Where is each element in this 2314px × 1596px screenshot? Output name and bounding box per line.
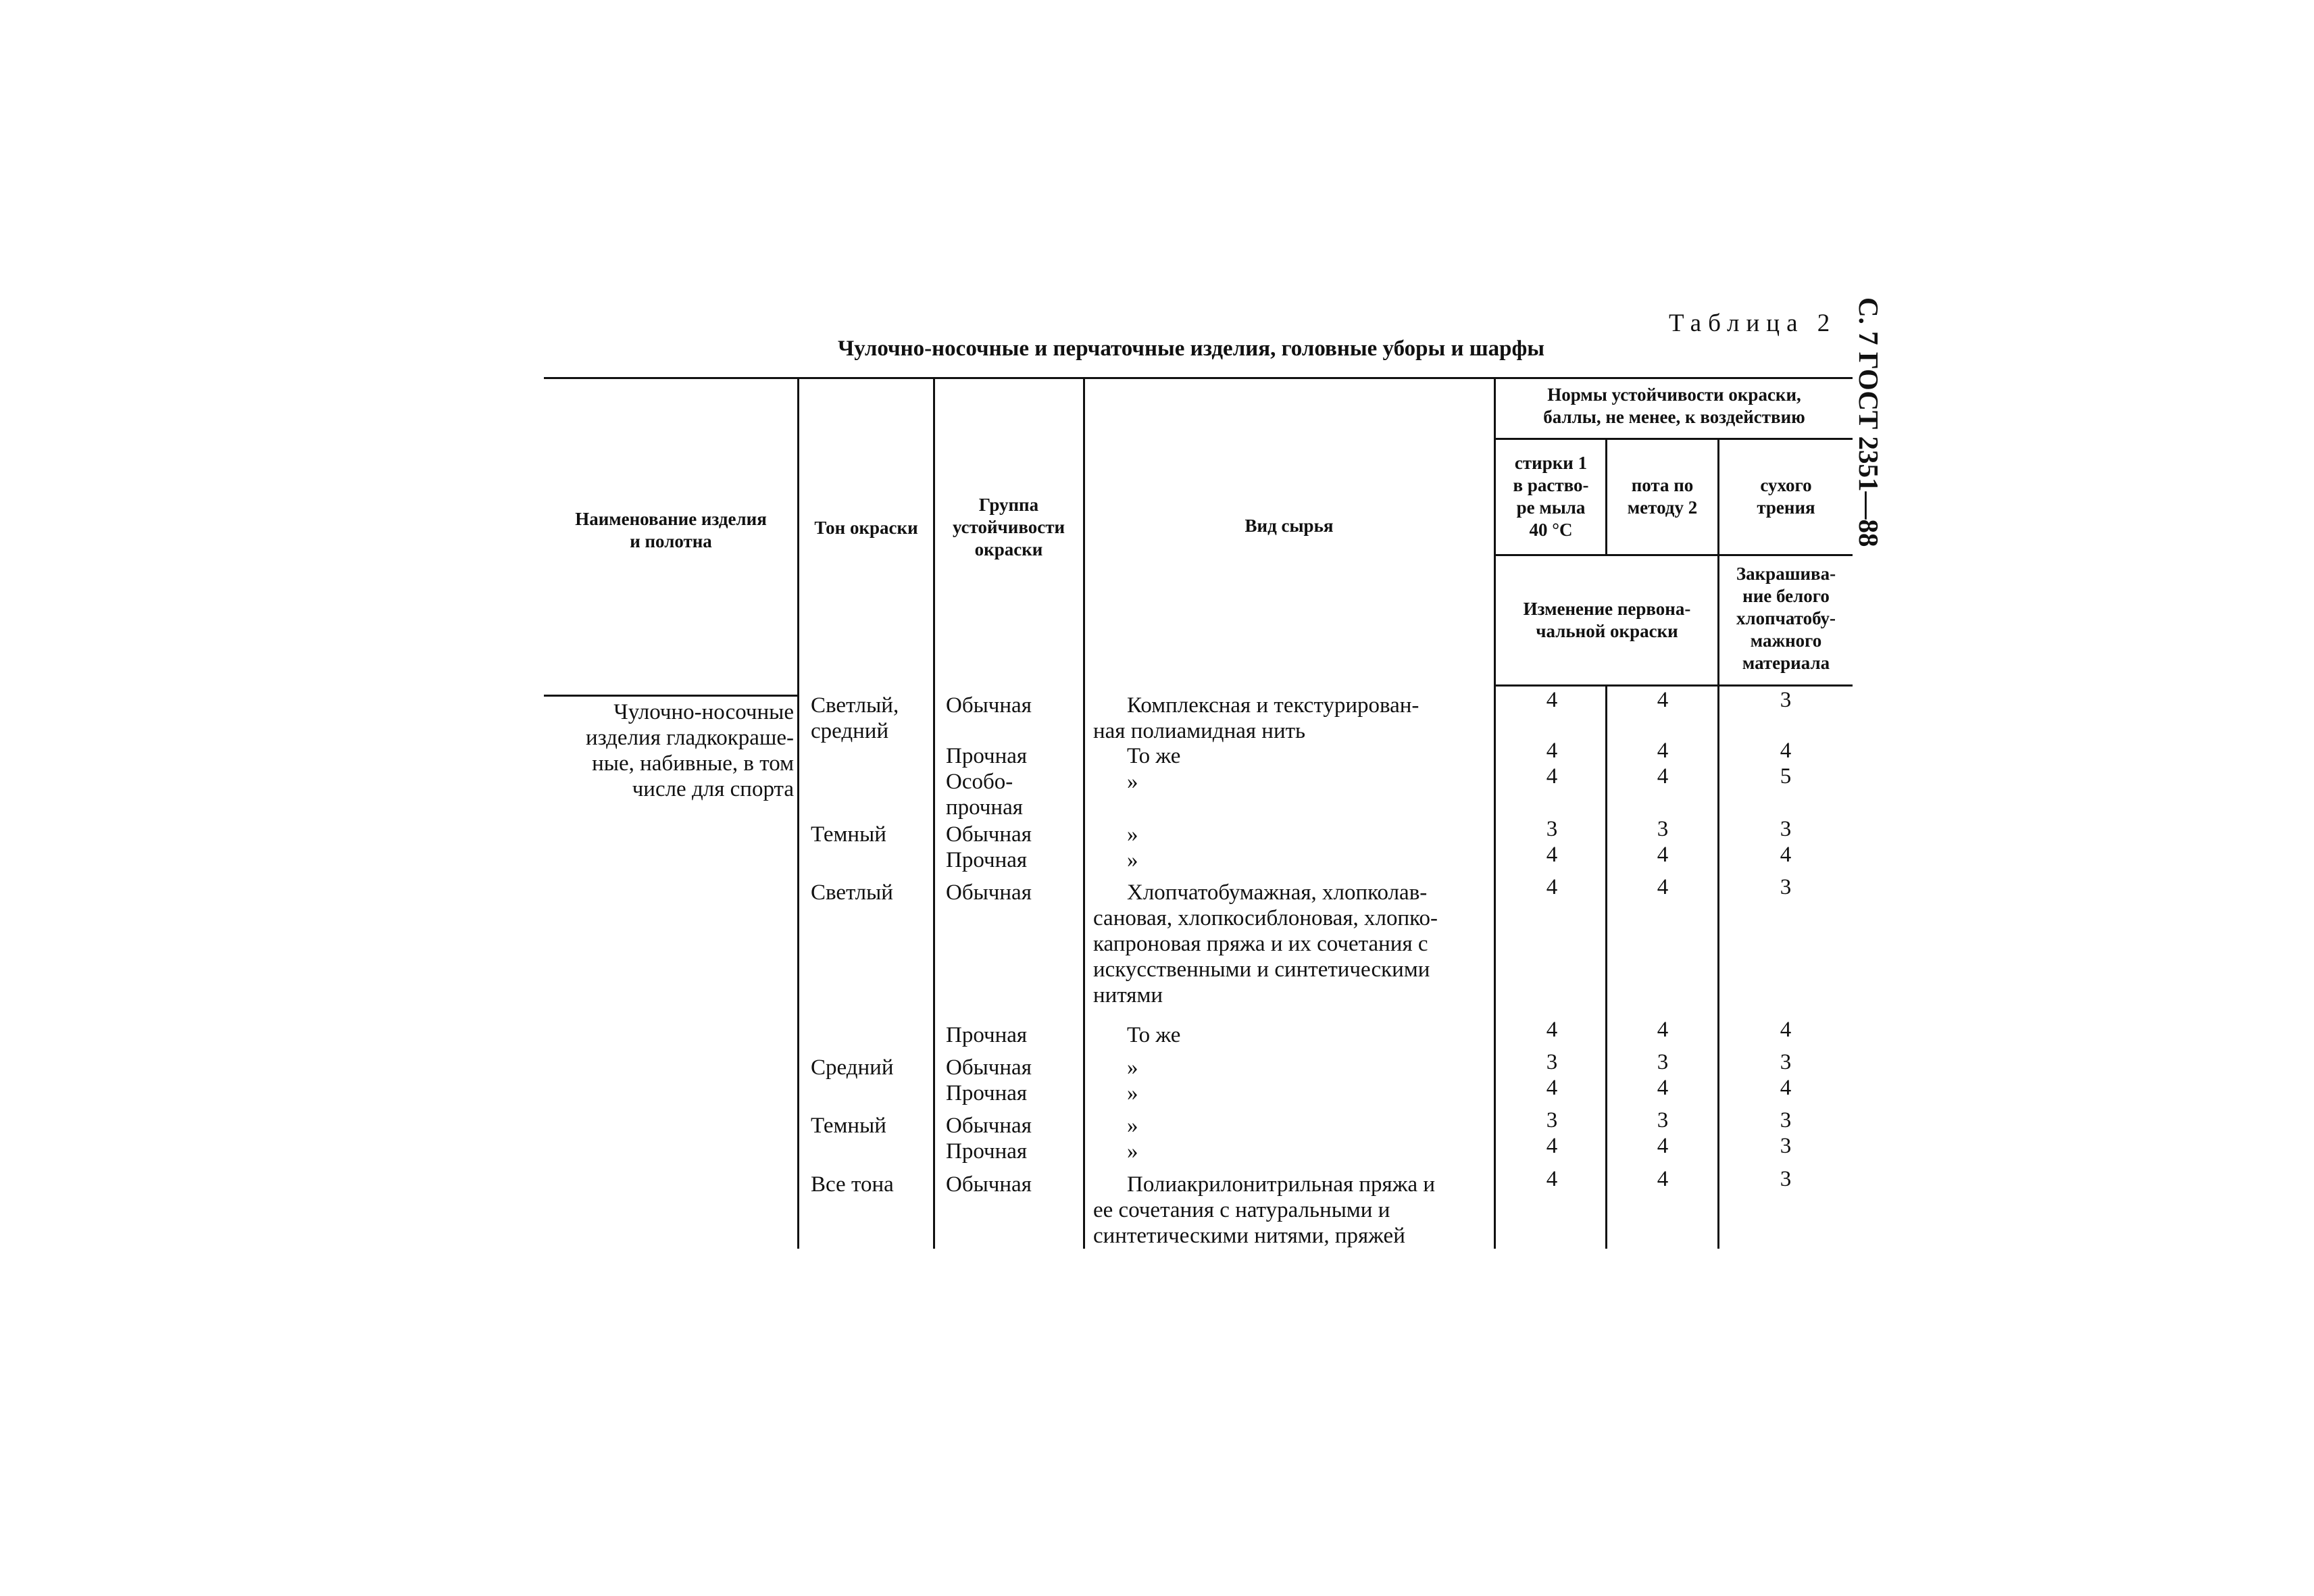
material-cell-line: ее сочетания с натуральными и [1093,1198,1390,1222]
header-group-line: устойчивости [952,517,1065,537]
rub-score: 3 [1780,1134,1792,1158]
group-cell [946,1080,1081,1106]
col-divider-group [933,377,935,1249]
tone-cell-line: Светлый [811,880,893,905]
material-cell [1093,693,1490,744]
tone-cell-line: Темный [811,1114,886,1138]
rub-score: 5 [1780,764,1792,789]
group-cell-line: Обычная [946,693,1032,718]
group-cell-line: прочная [946,795,1023,820]
header-material [1085,515,1493,537]
rub-score: 3 [1780,817,1792,841]
rub-score: 3 [1780,1108,1792,1132]
rub-score: 3 [1780,1050,1792,1074]
header-change [1496,598,1717,643]
material-cell [1127,822,1524,847]
col-divider-material [1083,377,1085,1249]
wash-score: 4 [1546,875,1558,899]
rub-score: 4 [1780,1018,1792,1042]
header-stain-line: хлопчатобу- [1736,608,1836,628]
sweat-score: 4 [1657,1167,1669,1191]
sweat-score: 4 [1657,1018,1669,1042]
sweat-score: 4 [1657,875,1669,899]
subheader-rule [1494,554,1853,556]
group-cell [946,847,1081,873]
header-sweat [1608,474,1717,519]
material-cell [1127,769,1524,795]
group-cell-line: Прочная [946,1081,1028,1105]
group-cell [946,769,1081,820]
tone-cell-line: Все тона [811,1172,894,1197]
material-cell-line: синтетическими нитями, пряжей [1093,1224,1405,1248]
group-cell [946,1139,1081,1164]
tone-cell [811,1172,932,1197]
table-top-rule [544,377,1853,379]
material-cell [1127,1055,1524,1080]
tone-cell [811,880,932,905]
header-wash-line: стирки 1 [1514,453,1588,473]
table-title: Чулочно-носочные и перчаточные изделия, головные уборы и шарфы [838,336,1545,361]
wash-score: 4 [1546,1167,1558,1191]
group-cell [946,1022,1081,1048]
group-cell-line: Прочная [946,1139,1028,1164]
material-cell-line: » [1127,1055,1138,1080]
header-material-line: Вид сырья [1244,516,1334,536]
col-divider-rub [1717,438,1719,1249]
material-cell-line: ная полиамидная нить [1093,719,1306,743]
col-divider-sweat-body [1605,684,1607,1249]
sweat-score: 4 [1657,688,1669,712]
material-cell [1127,1139,1524,1164]
item-name-line: ные, набивные, в том [592,751,794,776]
norms-header-rule [1494,438,1853,440]
wash-score: 4 [1546,688,1558,712]
tone-cell-line: средний [811,719,889,743]
sweat-score: 4 [1657,1134,1669,1158]
material-cell-line: » [1127,1081,1138,1105]
group-cell [946,822,1081,847]
group-cell-line: Прочная [946,1023,1028,1047]
header-norms-line: баллы, не менее, к воздействию [1543,407,1805,427]
material-cell-line: Хлопчатобумажная, хлопколав- [1127,880,1428,905]
sweat-score: 4 [1657,843,1669,867]
wash-score: 3 [1546,817,1558,841]
header-group-line: Группа [978,495,1039,515]
wash-score: 4 [1546,764,1558,789]
header-change-line: чальной окраски [1536,621,1678,641]
sweat-score: 3 [1657,1050,1669,1074]
header-rub-line: сухого [1760,475,1812,495]
material-cell-line: Полиакрилонитрильная пряжа и [1127,1172,1436,1197]
material-cell-line: искусственными и синтетическими [1093,957,1430,982]
tone-cell-line: Светлый, [811,693,899,718]
header-sweat-line: пота по [1631,475,1694,495]
material-cell [1127,743,1524,769]
material-cell-line: нитями [1093,983,1163,1007]
material-cell [1127,1022,1524,1048]
material-cell-line: То же [1127,744,1181,768]
sweat-score: 4 [1657,739,1669,763]
header-group-line: окраски [974,539,1043,559]
wash-score: 4 [1546,843,1558,867]
group-cell [946,1113,1081,1139]
rub-score: 3 [1780,1167,1792,1191]
wash-score: 3 [1546,1050,1558,1074]
header-stain-line: материала [1742,653,1830,673]
item-name-line: числе для спорта [632,777,794,801]
material-cell-line: То же [1127,1023,1181,1047]
document-side-header: С. 7 ГОСТ 2351—88 [1853,297,1884,547]
group-cell-line: Обычная [946,1055,1032,1080]
material-cell-line: » [1127,1139,1138,1164]
header-sweat-line: методу 2 [1627,497,1698,518]
header-norms [1496,384,1852,428]
group-cell-line: Обычная [946,822,1032,847]
header-bottom-rule [1494,684,1853,687]
header-stain-line: Закрашива- [1736,564,1836,584]
material-cell-line: сановая, хлопкосиблоновая, хлопко- [1093,906,1438,930]
material-cell [1127,1113,1524,1139]
header-stain-line: ние белого [1742,586,1830,606]
col-divider-tone [797,377,799,1249]
wash-score: 4 [1546,1018,1558,1042]
item-column-rule [544,695,798,697]
table-label: Таблица 2 [1669,309,1837,337]
header-wash-line: в раство- [1513,475,1589,495]
group-cell [946,743,1081,769]
material-cell [1093,1172,1490,1249]
group-cell-line: Обычная [946,1114,1032,1138]
material-cell-line: » [1127,1114,1138,1138]
rub-score: 4 [1780,843,1792,867]
header-wash-line: 40 °С [1529,520,1573,540]
header-tone-line: Тон окраски [814,518,918,538]
header-change-line: Изменение первона- [1523,599,1691,619]
header-stain-line: мажного [1750,630,1822,651]
material-cell-line: капроновая пряжа и их сочетания с [1093,932,1428,956]
wash-score: 3 [1546,1108,1558,1132]
material-cell [1127,1080,1524,1106]
group-cell [946,1055,1081,1080]
rub-score: 3 [1780,688,1792,712]
col-divider-sweat [1605,438,1607,554]
tone-cell-line: Средний [811,1055,894,1080]
rub-score: 3 [1780,875,1792,899]
header-wash-line: ре мыла [1516,497,1586,518]
group-cell [946,693,1081,718]
group-cell-line: Прочная [946,848,1028,872]
tone-cell-line: Темный [811,822,886,847]
wash-score: 4 [1546,1076,1558,1100]
tone-cell [811,1113,932,1139]
tone-cell [811,822,932,847]
material-cell-line: » [1127,848,1138,872]
header-rub [1720,474,1852,519]
group-cell [946,1172,1081,1197]
group-cell [946,880,1081,905]
tone-cell [811,693,932,744]
item-name-line: изделия гладкокраше- [586,726,794,750]
group-cell-line: Обычная [946,880,1032,905]
group-cell-line: Особо- [946,770,1013,794]
group-cell-line: Прочная [946,744,1028,768]
sweat-score: 4 [1657,1076,1669,1100]
wash-score: 4 [1546,739,1558,763]
material-cell [1093,880,1490,1008]
sweat-score: 3 [1657,817,1669,841]
header-stain [1720,563,1852,674]
sweat-score: 3 [1657,1108,1669,1132]
group-cell-line: Обычная [946,1172,1032,1197]
header-wash [1496,452,1605,541]
rub-score: 4 [1780,739,1792,763]
header-item [549,508,793,553]
header-group [936,494,1082,561]
header-item-line: Наименование изделия [575,509,767,529]
material-cell-line: » [1127,822,1138,847]
wash-score: 4 [1546,1134,1558,1158]
rub-score: 4 [1780,1076,1792,1100]
item-name [544,699,794,802]
header-rub-line: трения [1757,497,1815,518]
material-cell [1127,847,1524,873]
header-norms-line: Нормы устойчивости окраски, [1547,384,1801,405]
header-item-line: и полотна [630,531,712,551]
material-cell-line: » [1127,770,1138,794]
sweat-score: 4 [1657,764,1669,789]
header-tone [800,517,932,539]
material-cell-line: Комплексная и текстурирован- [1127,693,1419,718]
item-name-line: Чулочно-носочные [613,700,794,724]
tone-cell [811,1055,932,1080]
